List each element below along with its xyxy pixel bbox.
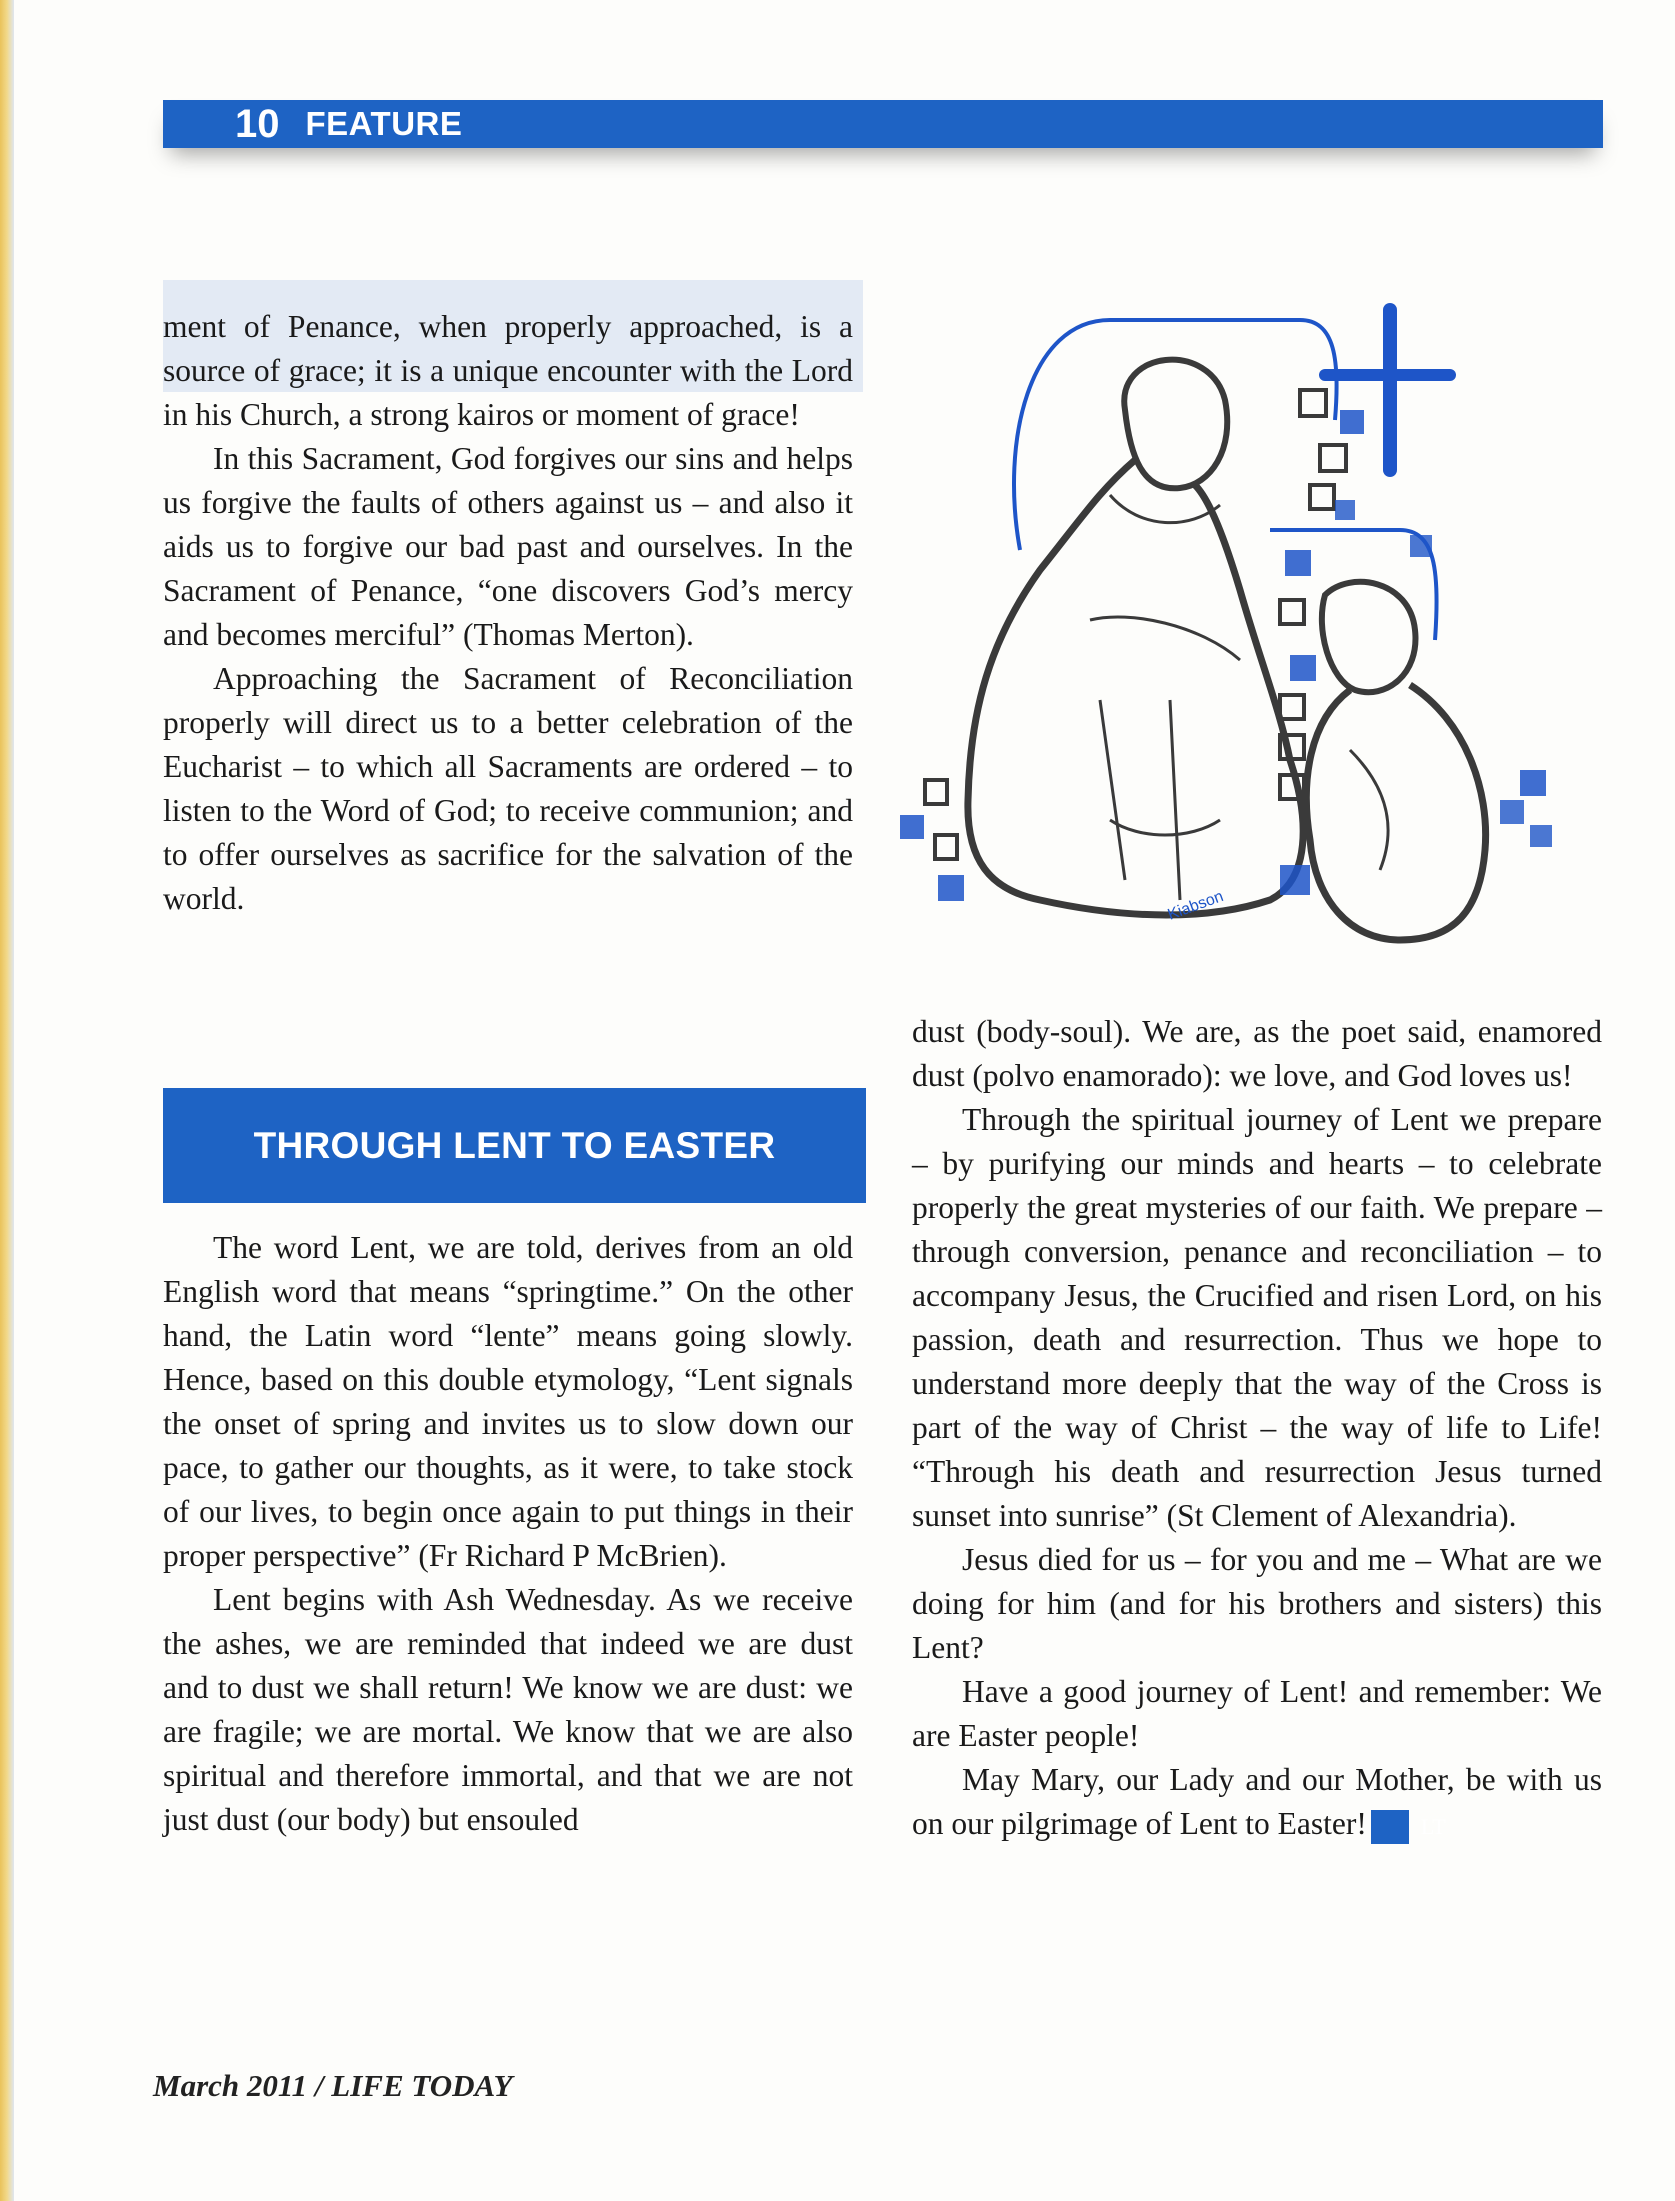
page-edge: [0, 0, 14, 2201]
artist-signature: Kiabson: [1165, 888, 1226, 924]
paragraph: Jesus died for us – for you and me – What are we doing for him (and for his brothers and sisters) this Lent?: [912, 1542, 1602, 1665]
paragraph: Approaching the Sacrament of Reconciliation properly will direct us to a better celebration of the Eucharist – to which all Sacraments are ordered – to listen to the Word of God; to receive communion; and to offer ourselves as sacrifice for the salvation of the world.: [163, 661, 853, 916]
confession-illustration: [880, 280, 1620, 980]
page-number: 10: [235, 101, 280, 146]
paragraph: [912, 1758, 1602, 1846]
paragraph: Lent begins with Ash Wednesday. As we receive the ashes, we are reminded that indeed we are dust and to dust we shall return! We know we are dust: we are fragile; we are mortal. We know that we are also spiritual and therefore immortal, and that we are not just dust (our body) but ensouled: [163, 1582, 853, 1837]
paragraph: ment of Penance, when properly approached, is a source of grace; it is a unique encounter with the Lord in his Church, a strong kairos or moment of grace!: [163, 309, 853, 432]
header-band: [163, 100, 1603, 148]
right-column: [912, 1010, 1602, 1846]
left-column-bottom: [163, 1226, 853, 1842]
paragraph: Have a good journey of Lent! and remember: We are Easter people!: [912, 1674, 1602, 1753]
section-label: FEATURE: [305, 105, 463, 142]
paragraph: The word Lent, we are told, derives from an old English word that means “springtime.” On the other hand, the Latin word “lente” means going slowly. Hence, based on this double etymology, “Lent signals the onset of spring and invites us to slow down our pace, to gather our thoughts, as it were, to take stock of our lives, to begin once again to put things in their proper perspective” (Fr Richard P McBrien).: [163, 1230, 853, 1573]
subheading: THROUGH LENT TO EASTER: [163, 1088, 866, 1203]
left-column-top: [163, 305, 853, 921]
paragraph: In this Sacrament, God forgives our sins and helps us forgive the faults of others against us – and also it aids us to forgive our bad past and ourselves. In the Sacrament of Penance, “one discovers God’s mercy and becomes merciful” (Thomas Merton).: [163, 441, 853, 652]
footer: March 2011 / LIFE TODAY: [153, 2068, 513, 2103]
paragraph: Through the spiritual journey of Lent we prepare – by purifying our minds and hearts – to celebrate properly the great mysteries of our faith. We prepare – through conversion, penance and reconciliation – to accompany Jesus, the Crucified and risen Lord, on his passion, death and resurrection. Thus we hope to understand more deeply that the way of the Cross is part of the way of Christ – the way of life to Life! “Through his death and resurrection Jesus turned sunset into sunrise” (St Clement of Alexandria).: [912, 1102, 1602, 1533]
closing-text: May Mary, our Lady and our Mother, be with us on our pilgrimage of Lent to Easter!: [912, 1762, 1602, 1841]
paragraph: dust (body-soul). We are, as the poet said, enamored dust (polvo enamorado): we love, and God loves us!: [912, 1014, 1602, 1093]
end-mark: LT: [1371, 1810, 1409, 1844]
